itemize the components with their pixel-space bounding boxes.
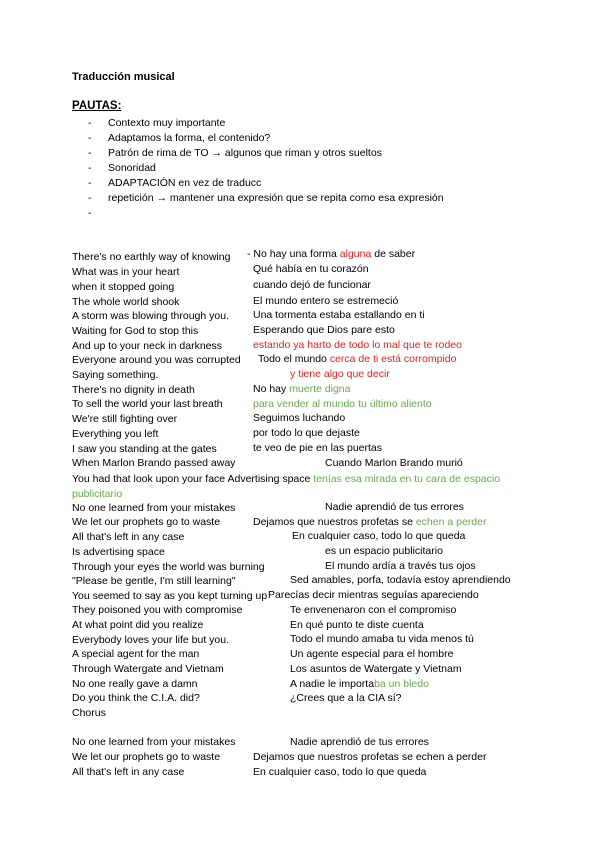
english-lyric: We're still fighting over	[72, 413, 178, 425]
english-lyric: A special agent for the man	[72, 648, 200, 660]
spanish-lyric-segment: Sed amables, porfa, todavía estoy aprendiendo	[290, 574, 511, 586]
pautas-item	[88, 206, 444, 221]
spanish-lyric-segment: Qué había en tu corazón	[253, 263, 369, 275]
english-lyric: The whole world shook	[72, 296, 180, 308]
english-lyric: Through Watergate and Vietnam	[72, 663, 224, 675]
spanish-lyric-segment: cuando dejó de funcionar	[253, 279, 371, 291]
spanish-lyric	[290, 678, 429, 691]
english-lyric: Everyone around you was corrupted	[72, 354, 241, 366]
english-lyric: We let our prophets go to waste	[72, 751, 221, 763]
english-lyric: There's no earthly way of knowing	[72, 251, 231, 263]
english-lyric: Saying something.	[72, 369, 159, 381]
english-lyric: All that's left in any case	[72, 766, 185, 778]
english-lyric: Through your eyes the world was burning	[72, 561, 265, 573]
spanish-lyric	[253, 295, 398, 308]
english-lyric: Do you think the C.I.A. did?	[72, 692, 200, 704]
pautas-item-text: repetición → mantener una expresión que se repita como esa expresión	[108, 192, 444, 204]
english-lyric: A storm was blowing through you.	[72, 310, 229, 322]
spanish-lyric-segment: Los asuntos de Watergate y Vietnam	[290, 663, 462, 675]
spanish-lyric-segment: Un agente especial para el hombre	[290, 648, 454, 660]
pautas-list	[88, 116, 444, 221]
english-lyric: You had that look upon your face Advertising space	[72, 473, 314, 485]
spanish-lyric-segment: muerte digna	[289, 383, 351, 395]
spanish-lyric-segment: te veo de pie en las puertas	[253, 442, 383, 454]
pautas-heading: PAUTAS:	[72, 100, 122, 112]
english-lyric: All that's left in any case	[72, 531, 185, 543]
english-lyric: No one really gave a damn	[72, 678, 198, 690]
spanish-lyric	[268, 589, 479, 602]
spanish-lyric	[258, 353, 456, 366]
spanish-lyric	[253, 427, 360, 440]
spanish-lyric-segment: ba un bledo	[374, 678, 429, 690]
spanish-lyric-segment: Cuando Marlon Brando murió	[325, 457, 463, 469]
english-lyric: Waiting for God to stop this	[72, 325, 199, 337]
pautas-item	[88, 116, 444, 131]
spanish-lyric-segment: Seguimos luchando	[253, 412, 346, 424]
pautas-item-text: ADAPTACIÓN en vez de traducc	[108, 177, 262, 189]
spanish-lyric-segment: En cualquier caso, todo lo que queda	[292, 530, 466, 542]
spanish-lyric	[325, 457, 463, 470]
spanish-lyric-segment: Una tormenta estaba estallando en ti	[253, 309, 425, 321]
spanish-lyric-segment: Todo el mundo amaba tu vida menos tú	[290, 633, 474, 645]
spanish-lyric-segment: No hay	[253, 383, 290, 395]
spanish-lyric	[253, 516, 486, 529]
spanish-lyric	[290, 663, 462, 676]
spanish-lyric	[253, 398, 432, 411]
spanish-lyric-segment: y tiene algo que decir	[290, 368, 390, 380]
spanish-lyric	[247, 248, 415, 261]
spanish-lyric	[253, 263, 369, 276]
english-lyric: Is advertising space	[72, 546, 165, 558]
pautas-item	[88, 131, 444, 146]
english-lyric: Everything you left	[72, 428, 159, 440]
bullet-dash: -	[88, 177, 92, 189]
spanish-lyric	[290, 368, 390, 381]
pautas-item	[88, 161, 444, 176]
spanish-lyric	[290, 633, 474, 646]
spanish-lyric	[253, 766, 426, 779]
english-lyric: There's no dignity in death	[72, 384, 195, 396]
pautas-item	[88, 176, 444, 191]
spanish-lyric	[253, 751, 486, 764]
spanish-lyric	[292, 530, 465, 543]
pautas-item-text: Patrón de rima de TO → algunos que riman y otros sueltos	[108, 147, 382, 159]
spanish-lyric	[290, 574, 511, 587]
english-lyric: Chorus	[72, 707, 106, 719]
pautas-item	[88, 191, 444, 206]
spanish-lyric	[290, 604, 456, 617]
pautas-item-text: Contexto muy importante	[108, 117, 226, 129]
english-lyric: You seemed to say as you kept turning up	[72, 590, 268, 602]
english-lyric: We let our prophets go to waste	[72, 516, 221, 528]
english-lyric: No one learned from your mistakes	[72, 502, 236, 514]
spanish-lyric-segment: A nadie le importa	[290, 678, 375, 690]
spanish-lyric-segment: de saber	[371, 248, 416, 260]
bullet-dash: -	[88, 132, 92, 144]
spanish-lyric	[325, 501, 464, 514]
spanish-lyric	[253, 279, 371, 292]
english-lyric: What was in your heart	[72, 266, 180, 278]
spanish-lyric	[290, 619, 424, 632]
spanish-lyric-segment: Todo el mundo	[258, 353, 330, 365]
english-lyric: They poisoned you with compromise	[72, 604, 243, 616]
spanish-lyric-segment: alguna	[339, 248, 372, 260]
spanish-lyric-segment: echen a perder	[415, 516, 487, 528]
spanish-lyric	[253, 412, 345, 425]
spanish-lyric-segment: En cualquier caso, todo lo que queda	[253, 766, 427, 778]
spanish-lyric	[325, 560, 476, 573]
spanish-lyric-segment: Nadie aprendió de tus errores	[325, 501, 464, 513]
spanish-lyric	[290, 692, 401, 705]
spanish-lyric-segment: En qué punto te diste cuenta	[290, 619, 424, 631]
spanish-lyric-segment: para vender al mundo tu último aliento	[253, 398, 432, 410]
english-lyric: I saw you standing at the gates	[72, 443, 217, 455]
spanish-lyric-segment: Dejamos que nuestros profetas se echen a perder	[253, 751, 487, 763]
spanish-lyric	[290, 648, 453, 661]
english-lyric: When Marlon Brando passed away	[72, 457, 236, 469]
english-lyric: And up to your neck in darkness	[72, 340, 223, 352]
spanish-lyric	[253, 442, 382, 455]
english-lyric: At what point did you realize	[72, 619, 204, 631]
english-lyric: Everybody loves your life but you.	[72, 634, 229, 646]
bullet-dash: -	[88, 162, 92, 174]
spanish-lyric	[253, 324, 395, 337]
spanish-lyric-segment: Esperando que Dios pare esto	[253, 324, 395, 336]
spanish-lyric-segment: Dejamos que nuestros profetas se	[253, 516, 416, 528]
document-title: Traducción musical	[72, 71, 175, 83]
lyric-line-wrapped	[72, 472, 502, 502]
spanish-lyric-segment: es un espacio publicitario	[325, 545, 443, 557]
bullet-dash: -	[88, 117, 92, 129]
bullet-dash: -	[88, 207, 92, 219]
spanish-lyric-segment: Te envenenaron con el compromiso	[290, 604, 457, 616]
spanish-lyric-segment: estando ya harto de todo lo mal que te rodeo	[253, 339, 462, 351]
spanish-lyric-segment: cerca de ti está corrompido	[329, 353, 457, 365]
pautas-item-text: Adaptamos la forma, el contenido?	[108, 132, 271, 144]
spanish-lyric-segment: ¿Crees que a la CIA sí?	[290, 692, 402, 704]
english-lyric: To sell the world your last breath	[72, 398, 223, 410]
spanish-lyric-segment: Parecías decir mientras seguías apareciendo	[268, 589, 479, 601]
spanish-lyric-segment: El mundo entero se estremeció	[253, 295, 399, 307]
spanish-lyric	[253, 339, 462, 352]
spanish-lyric-segment: - No hay una forma	[247, 248, 340, 260]
spanish-lyric	[290, 736, 429, 749]
spanish-lyric	[253, 383, 350, 396]
pautas-item-text: Sonoridad	[108, 162, 156, 174]
spanish-lyric	[253, 309, 425, 322]
pautas-item	[88, 146, 444, 161]
english-lyric: No one learned from your mistakes	[72, 736, 236, 748]
bullet-dash: -	[88, 147, 92, 159]
spanish-lyric-segment: Nadie aprendió de tus errores	[290, 736, 429, 748]
spanish-lyric	[325, 545, 443, 558]
spanish-lyric-segment: por todo lo que dejaste	[253, 427, 360, 439]
spanish-lyric-segment: El mundo ardía a través tus ojos	[325, 560, 476, 572]
english-lyric: "Please be gentle, I'm still learning"	[72, 575, 236, 587]
english-lyric: when it stopped going	[72, 281, 175, 293]
spanish-lyric-segment: tenías esa mirada en tu cara de espacio publicitario	[72, 473, 501, 500]
bullet-dash: -	[88, 192, 92, 204]
